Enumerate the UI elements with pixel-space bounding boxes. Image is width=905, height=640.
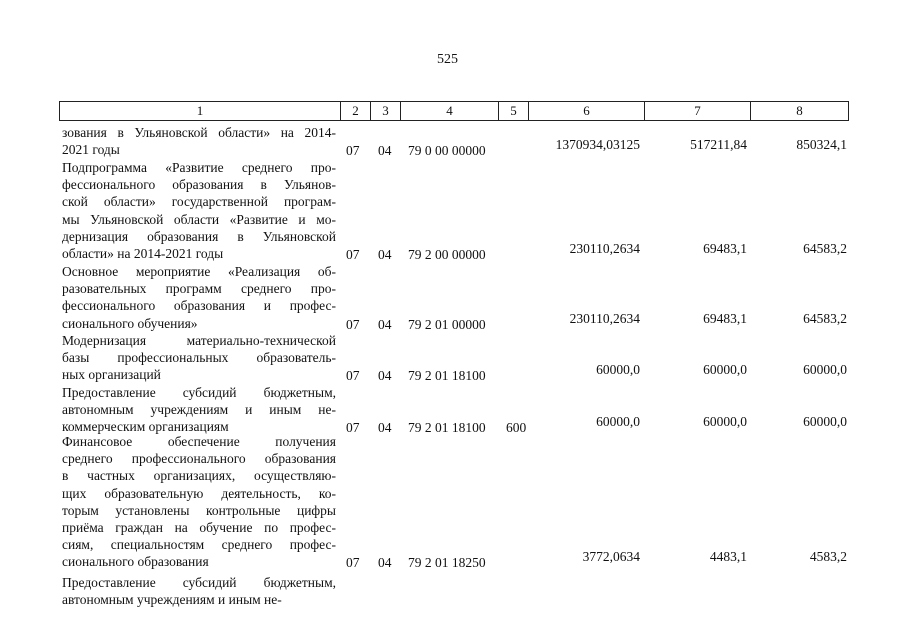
row-name [62,384,336,436]
row-name [62,574,336,608]
row-name-line: 2021 годы [62,142,120,158]
row-name [62,332,336,384]
row-name-line: сионального обучения» [62,315,198,331]
row-name-line: Основное мероприятие «Реализация об- [62,264,336,279]
row-name-line: сиям, специальностям среднего профес- [62,537,336,553]
cell-c2: 07 [346,368,360,384]
cell-c7: 60000,0 [703,414,747,430]
cell-c4: 79 2 00 00000 [408,247,486,262]
cell-c3: 04 [378,247,392,262]
row-name-line: Предоставление субсидий бюджетным, [62,385,336,400]
cell-c4: 79 2 01 00000 [408,316,486,332]
header-col-2: 2 [341,102,371,121]
cell-c6: 60000,0 [596,362,640,378]
row-name-line: Модернизация материально-технической [62,333,336,348]
row-name [62,159,336,262]
row-name-line: ных организаций [62,367,161,383]
cell-c3: 04 [378,368,392,384]
cell-c2: 07 [346,316,360,332]
cell-c5: 600 [506,420,527,436]
row-name-line: фессионального образования и профес- [62,298,336,314]
cell-c8: 4583,2 [809,549,847,565]
header-col-3: 3 [371,102,401,121]
row-name-line: среднего профессионального образования [62,451,336,467]
row-name-line: Предоставление субсидий бюджетным, [62,575,336,590]
row-name-line: дернизация образования в Ульяновской [62,228,336,244]
row-name-line: автономным учреждениям и иным не- [62,402,336,418]
row-name-line: Подпрограмма «Развитие среднего про- [62,160,336,175]
table-header [59,101,849,121]
cell-c7: 69483,1 [703,241,747,256]
row-name-line: сионального образования [62,554,209,570]
cell-c6: 230110,2634 [569,310,640,326]
cell-c6: 60000,0 [596,414,640,430]
cell-c3: 04 [378,316,392,332]
row-name-line: ской области» государственной програм- [62,194,336,210]
cell-c7: 4483,1 [709,549,747,565]
cell-c4: 79 0 00 00000 [408,143,486,159]
row-name [62,124,336,158]
cell-c3: 04 [378,555,392,571]
cell-c2: 07 [346,420,360,436]
row-name-line: фессионального образования в Ульянов- [62,177,336,193]
cell-c2: 07 [346,555,360,571]
cell-c6: 230110,2634 [569,241,640,256]
cell-c8: 60000,0 [803,362,847,378]
row-name-line: разовательных программ среднего про- [62,281,336,297]
cell-c2: 07 [346,247,360,262]
cell-c4: 79 2 01 18100 [408,420,486,436]
header-col-6: 6 [529,102,645,121]
row-name [62,433,336,571]
row-name-line: мы Ульяновской области «Развитие и мо- [62,211,336,227]
row-name [62,263,336,332]
header-col-7: 7 [645,102,751,121]
row-name-line: автономным учреждениям и иным не- [62,592,282,608]
row-name-line: области» на 2014-2021 годы [62,246,224,262]
row-name-line: коммерческим организациям [62,419,229,435]
cell-c8: 60000,0 [803,414,847,430]
row-name-line: в частных организациях, осуществляю- [62,468,336,484]
row-name-line: Финансовое обеспечение получения [62,434,336,449]
header-col-8: 8 [751,102,849,121]
cell-c7: 517211,84 [690,137,747,153]
cell-c7: 69483,1 [703,310,747,326]
page-number: 525 [437,52,458,67]
cell-c3: 04 [378,143,392,159]
cell-c6: 1370934,03125 [555,137,640,153]
row-name-line: приёма граждан на обучение по профес- [62,520,336,536]
cell-c6: 3772,0634 [582,549,640,565]
cell-c2: 07 [346,143,360,159]
cell-c8: 850324,1 [796,137,847,153]
row-name-line: торым установлены контрольные цифры [62,502,336,518]
cell-c3: 04 [378,420,392,436]
row-name-line: зования в Ульяновской области» на 2014- [62,125,336,140]
cell-c8: 64583,2 [803,241,847,256]
header-col-4: 4 [401,102,499,121]
row-name-line: щих образовательную деятельность, ко- [62,485,336,501]
header-col-5: 5 [499,102,529,121]
cell-c7: 60000,0 [703,362,747,378]
cell-c8: 64583,2 [803,310,847,326]
cell-c4: 79 2 01 18100 [408,368,486,384]
cell-c4: 79 2 01 18250 [408,555,486,571]
header-col-1: 1 [60,102,341,121]
row-name-line: базы профессиональных образователь- [62,350,336,366]
